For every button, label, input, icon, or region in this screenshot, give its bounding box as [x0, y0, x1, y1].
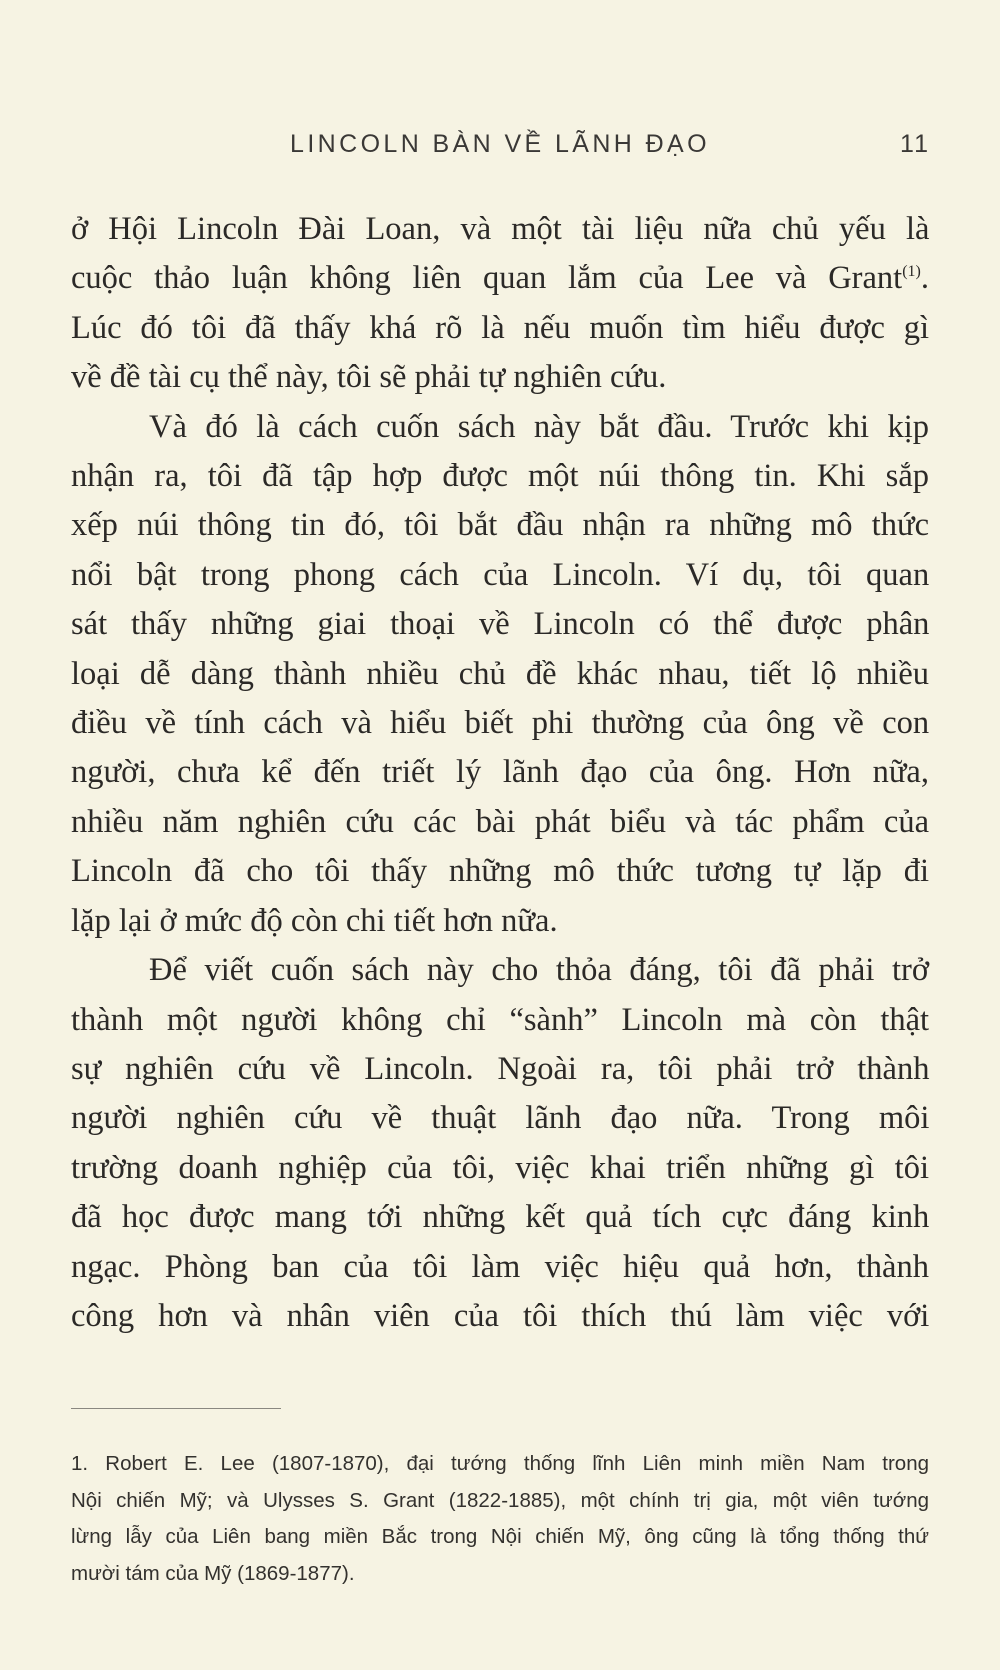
body-line: lặp lại ở mức độ còn chi tiết hơn nữa. — [71, 902, 558, 939]
body-line: nhiều năm nghiên cứu các bài phát biểu và tác phẩm của — [71, 803, 930, 840]
body-line: Lincoln đã cho tôi thấy những mô thức tương tự lặp đi — [71, 853, 929, 890]
footnote — [71, 1446, 929, 1592]
body-line: người, chưa kể đến triết lý lãnh đạo của ông. Hơn nữa, — [71, 754, 929, 791]
page-number: 11 — [900, 130, 930, 158]
body-line: ngạc. Phòng ban của tôi làm việc hiệu quả hơn, thành — [71, 1248, 929, 1285]
running-head — [70, 130, 930, 170]
body-line: đã học được mang tới những kết quả tích cực đáng kinh — [71, 1199, 930, 1236]
footnote-line: lừng lẫy của Liên bang miền Bắc trong Nội chiến Mỹ, ông cũng là tổng thống thứ — [71, 1525, 929, 1548]
running-title: LINCOLN BÀN VỀ LÃNH ĐẠO — [290, 130, 710, 158]
footnote-line: mười tám của Mỹ (1869-1877). — [71, 1561, 355, 1585]
body-line: Lúc đó tôi đã thấy khá rõ là nếu muốn tìm hiểu được gì — [71, 309, 930, 346]
body-line-period: . — [920, 260, 929, 297]
body-text — [71, 205, 929, 1341]
body-line: nổi bật trong phong cách của Lincoln. Ví dụ, tôi quan — [71, 556, 930, 593]
footnote-divider — [71, 1408, 281, 1409]
body-line: ở Hội Lincoln Đài Loan, và một tài liệu nữa chủ yếu là — [71, 211, 930, 247]
body-line: điều về tính cách và hiểu biết phi thường của ông về con — [71, 705, 930, 742]
body-line: về đề tài cụ thể này, tôi sẽ phải tự nghiên cứu. — [71, 359, 667, 396]
body-line: nhận ra, tôi đã tập hợp được một núi thông tin. Khi sắp — [71, 458, 929, 495]
footnote-line: 1. Robert E. Lee (1807-1870), đại tướng thống lĩnh Liên minh miền Nam trong — [71, 1452, 929, 1475]
footnote-marker: (1) — [902, 263, 921, 281]
body-line: xếp núi thông tin đó, tôi bắt đầu nhận ra những mô thức — [71, 507, 929, 544]
body-line-with-footnote — [71, 254, 929, 303]
body-line: người nghiên cứu về thuật lãnh đạo nữa. Trong môi — [71, 1100, 930, 1137]
body-line: Và đó là cách cuốn sách này bắt đầu. Trước khi kịp — [149, 408, 929, 445]
body-line: trường doanh nghiệp của tôi, việc khai triển những gì tôi — [71, 1149, 929, 1186]
body-line: sự nghiên cứu về Lincoln. Ngoài ra, tôi phải trở thành — [71, 1050, 930, 1087]
footnote-line: Nội chiến Mỹ; và Ulysses S. Grant (1822-1885), một chính trị gia, một viên tướng — [71, 1488, 929, 1512]
body-line: thành một người không chỉ “sành” Lincoln mà còn thật — [71, 1001, 930, 1038]
body-line: công hơn và nhân viên của tôi thích thú làm việc với — [71, 1297, 930, 1334]
body-line: Để viết cuốn sách này cho thỏa đáng, tôi đã phải trở — [149, 952, 930, 989]
body-line: loại dễ dàng thành nhiều chủ đề khác nhau, tiết lộ nhiều — [71, 655, 929, 692]
body-line-text: cuộc thảo luận không liên quan lắm của Lee và Grant — [71, 260, 903, 297]
body-line: sát thấy những giai thoại về Lincoln có thể được phân — [71, 606, 930, 643]
